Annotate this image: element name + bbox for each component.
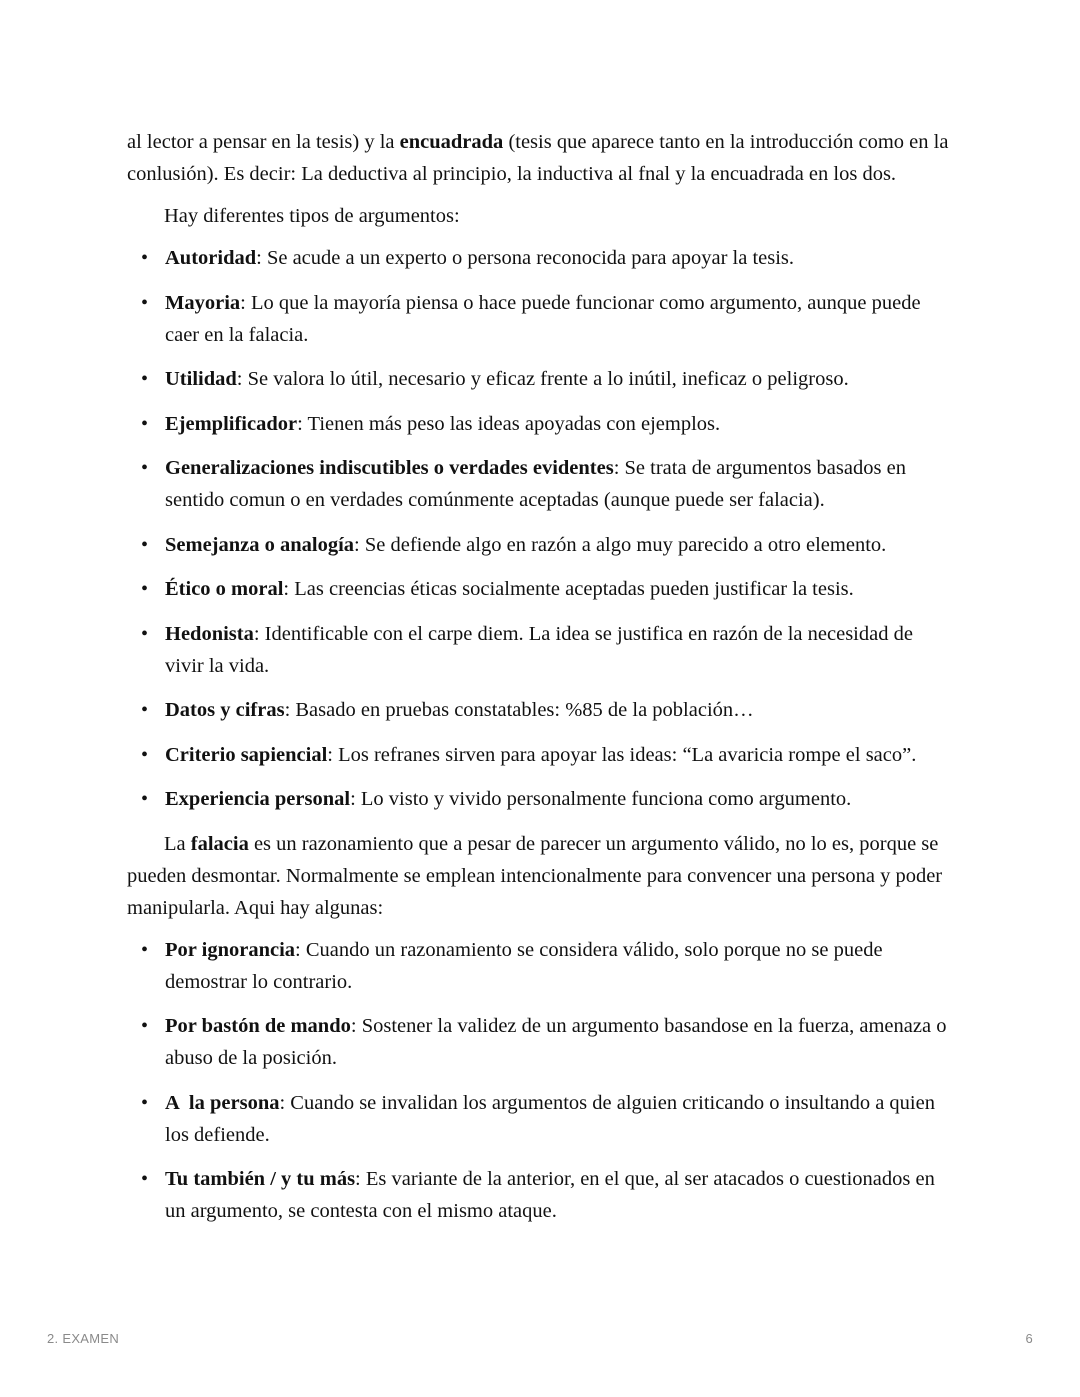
- list-item: • Por bastón de mando: Sostener la validez de un argumento basandose en la fuerza, amenaza o abuso de la posición.: [127, 1010, 949, 1074]
- list-item: • Ejemplificador: Tienen más peso las ideas apoyadas con ejemplos.: [127, 408, 949, 440]
- bullet-icon: •: [141, 1168, 149, 1190]
- bullet-icon: •: [141, 578, 149, 600]
- list-item: • Tu también / y tu más: Es variante de la anterior, en el que, al ser atacados o cuestionados en un argumento, se contesta con el mismo ataque.: [127, 1163, 949, 1227]
- bullet-icon: •: [141, 533, 149, 556]
- arguments-intro: Hay diferentes tipos de argumentos:: [164, 205, 460, 227]
- bullet-icon: •: [141, 699, 149, 721]
- list-item: • Utilidad: Se valora lo útil, necesario y eficaz frente a lo inútil, ineficaz o peligroso.: [127, 363, 949, 395]
- bullet-icon: •: [141, 291, 149, 314]
- bullet-icon: •: [141, 247, 149, 269]
- bullet-icon: •: [141, 743, 149, 766]
- list-item: • Autoridad: Se acude a un experto o persona reconocida para apoyar la tesis.: [127, 242, 949, 274]
- bullet-icon: •: [141, 938, 149, 961]
- term-falacia: falacia: [190, 832, 249, 855]
- bullet-icon: •: [141, 1015, 149, 1037]
- list-item: • A la persona: Cuando se invalidan los argumentos de alguien criticando o insultando a quien los defiende.: [127, 1087, 949, 1151]
- list-item: • Datos y cifras: Basado en pruebas constatables: %85 de la población…: [127, 694, 949, 726]
- fallacy-paragraph: La falacia es un razonamiento que a pesar de parecer un argumento válido, no lo es, porque se pueden desmontar. Normalmente se emplean intencionalmente para convencer una persona y poder manipularla. Aqui hay algunas:: [127, 832, 943, 919]
- bullet-icon: •: [141, 1091, 149, 1114]
- list-item: • Criterio sapiencial: Los refranes sirven para apoyar las ideas: “La avaricia rompe el saco”.: [127, 739, 949, 771]
- bullet-icon: •: [141, 412, 149, 435]
- bullet-icon: •: [141, 368, 149, 390]
- list-item: • Ético o moral: Las creencias éticas socialmente aceptadas pueden justificar la tesis.: [127, 573, 949, 605]
- term-encuadrada: encuadrada: [399, 131, 504, 153]
- bullet-icon: •: [141, 622, 149, 645]
- list-item: • Generalizaciones indiscutibles o verdades evidentes: Se trata de argumentos basados en sentido comun o en verdades comúnmente aceptadas (aunque puede ser falacia).: [127, 452, 949, 516]
- list-item: • Experiencia personal: Lo visto y vivido personalmente funciona como argumento.: [127, 783, 949, 815]
- footer-page-number: 6: [1025, 1331, 1033, 1346]
- page-content: [127, 126, 949, 1240]
- intro-paragraph: al lector a pensar en la tesis) y la encuadrada (tesis que aparece tanto en la introducción como en la conlusión). Es decir: La deductiva al principio, la inductiva al fnal y la encuadrada en los dos.: [127, 131, 949, 185]
- list-item: • Por ignorancia: Cuando un razonamiento se considera válido, solo porque no se puede demostrar lo contrario.: [127, 934, 949, 998]
- bullet-icon: •: [141, 788, 149, 810]
- fallacies-list: [127, 934, 949, 1228]
- footer-section-label: 2. EXAMEN: [47, 1331, 120, 1346]
- arguments-list: [127, 242, 949, 815]
- bullet-icon: •: [141, 457, 149, 479]
- list-item: • Mayoria: Lo que la mayoría piensa o hace puede funcionar como argumento, aunque puede caer en la falacia.: [127, 287, 949, 351]
- list-item: • Hedonista: Identificable con el carpe diem. La idea se justifica en razón de la necesidad de vivir la vida.: [127, 618, 949, 682]
- list-item: • Semejanza o analogía: Se defiende algo en razón a algo muy parecido a otro elemento.: [127, 529, 949, 561]
